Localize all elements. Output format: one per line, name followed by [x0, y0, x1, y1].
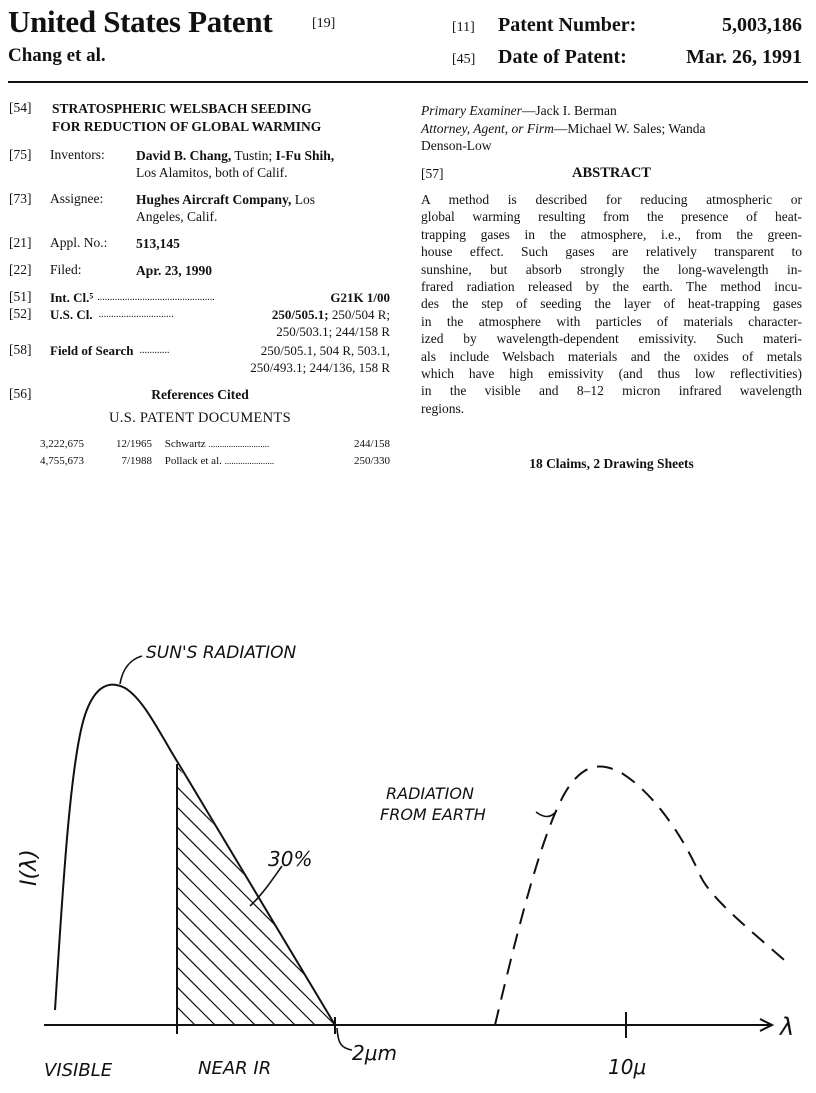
- abstract-line: sunshine, but absorb strongly the long-wavelength in-: [421, 261, 802, 277]
- intcl-row: Int. Cl.⁵ ............................................... G21K 1/00: [50, 290, 390, 305]
- earth-label-line1: RADIATION: [386, 784, 474, 803]
- patent-title: United States Patent: [8, 4, 273, 39]
- abstract-line: in the visible and 8–12 micron infrared wavelength: [421, 383, 802, 399]
- uscl-row: U.S. Cl. .............................. 250/505.1; 250/504 R;: [50, 307, 390, 322]
- abstract-line: in the atmosphere with particles of materials character-: [421, 313, 802, 329]
- abstract-line: which have high emissivity (and thus low reflectivities): [421, 365, 802, 381]
- x-axis-label: λ: [780, 1013, 795, 1041]
- abstract-line: global warming resulting from the presence of heat-: [421, 209, 802, 225]
- invention-title-line2: FOR REDUCTION OF GLOBAL WARMING: [52, 119, 322, 134]
- attorney: Attorney, Agent, or Firm—Michael W. Sales; Wanda: [421, 121, 706, 136]
- reference-row-2: 4,755,673 7/1988 Pollack et al. ...................... 250/330: [40, 455, 390, 467]
- percent-label: 30%: [268, 847, 313, 871]
- refs-code: [56]: [9, 386, 32, 401]
- abstract-line: frared radiation released by the earth. The method incu-: [421, 278, 802, 294]
- tick-10u-label: 10μ: [608, 1055, 647, 1079]
- abstract-line: ized by wavelength-dependent emissivity. Such materi-: [421, 331, 802, 347]
- primary-examiner: Primary Examiner—Jack I. Berman: [421, 103, 617, 118]
- region-visible-label: VISIBLE: [44, 1060, 113, 1081]
- filed-code: [22]: [9, 262, 32, 277]
- abstract-line: trapping gases in the atmosphere, i.e., from the green-: [421, 226, 802, 242]
- search-line2: 250/493.1; 244/136, 158 R: [250, 360, 390, 375]
- appl-label: Appl. No.:: [50, 235, 108, 250]
- tick-2um-label: 2μm: [352, 1041, 397, 1065]
- refs-subtitle: U.S. PATENT DOCUMENTS: [109, 410, 291, 426]
- search-code: [58]: [9, 342, 32, 357]
- inventors-line2: Los Alamitos, both of Calif.: [136, 165, 288, 180]
- date-label: Date of Patent:: [498, 46, 627, 68]
- filed-date: Apr. 23, 1990: [136, 263, 213, 278]
- title-field-code: [54]: [9, 100, 32, 115]
- assignee-line2: Angeles, Calif.: [136, 209, 218, 224]
- hatched-region: [150, 700, 430, 1093]
- abstract-line: A method is described for reducing atmospheric or: [421, 192, 802, 207]
- earth-label-line2: FROM EARTH: [380, 805, 486, 824]
- reference-row-1: 3,222,675 12/1965 Schwartz ........................... 244/158: [40, 438, 390, 450]
- search-row: Field of Search ............ 250/505.1, 504 R, 503.1,: [50, 343, 390, 358]
- tick-2um-leader: [337, 1028, 352, 1050]
- authors: Chang et al.: [8, 45, 106, 66]
- intcl-code: [51]: [9, 289, 32, 304]
- invention-title-line1: STRATOSPHERIC WELSBACH SEEDING: [52, 101, 312, 116]
- patent-number: 5,003,186: [722, 14, 802, 36]
- filed-label: Filed:: [50, 262, 82, 277]
- title-code: [19]: [312, 16, 336, 31]
- abstract-title: ABSTRACT: [572, 165, 651, 181]
- patent-date: Mar. 26, 1991: [686, 46, 802, 68]
- assignee-label: Assignee:: [50, 191, 104, 206]
- claims-count: 18 Claims, 2 Drawing Sheets: [529, 456, 694, 471]
- sun-label-leader: [120, 656, 142, 684]
- appl-number: 513,145: [136, 236, 180, 251]
- uscl-line2: 250/503.1; 244/158 R: [276, 324, 390, 339]
- patent-number-label: Patent Number:: [498, 14, 637, 36]
- inventors-code: [75]: [9, 147, 32, 162]
- date-code: [45]: [452, 52, 476, 67]
- y-axis-label: I(λ): [17, 849, 42, 886]
- abstract-line: als include Welsbach materials and the oxides of metals: [421, 348, 802, 364]
- assignee-line1: Hughes Aircraft Company, Los: [136, 192, 316, 207]
- inventors-label: Inventors:: [50, 147, 105, 162]
- sun-label: SUN'S RADIATION: [146, 643, 297, 663]
- percent-leader: [250, 866, 282, 906]
- region-near-ir-label: NEAR IR: [198, 1058, 272, 1079]
- abstract-code: [57]: [421, 166, 444, 181]
- patent-number-code: [11]: [452, 20, 475, 35]
- assignee-code: [73]: [9, 191, 32, 206]
- refs-title: References Cited: [151, 387, 249, 402]
- abstract-line: des the step of seeding the layer of heat-trapping gases: [421, 296, 802, 312]
- uscl-code: [52]: [9, 306, 32, 321]
- appl-code: [21]: [9, 235, 32, 250]
- earth-radiation-curve: [495, 766, 790, 1025]
- attorney-line2: Denson-Low: [421, 138, 492, 153]
- abstract-line: regions.: [421, 400, 465, 416]
- inventors-line1: David B. Chang, Tustin; I-Fu Shih,: [136, 148, 335, 163]
- abstract-line: house effect. Such gases are relatively transparent to: [421, 244, 802, 260]
